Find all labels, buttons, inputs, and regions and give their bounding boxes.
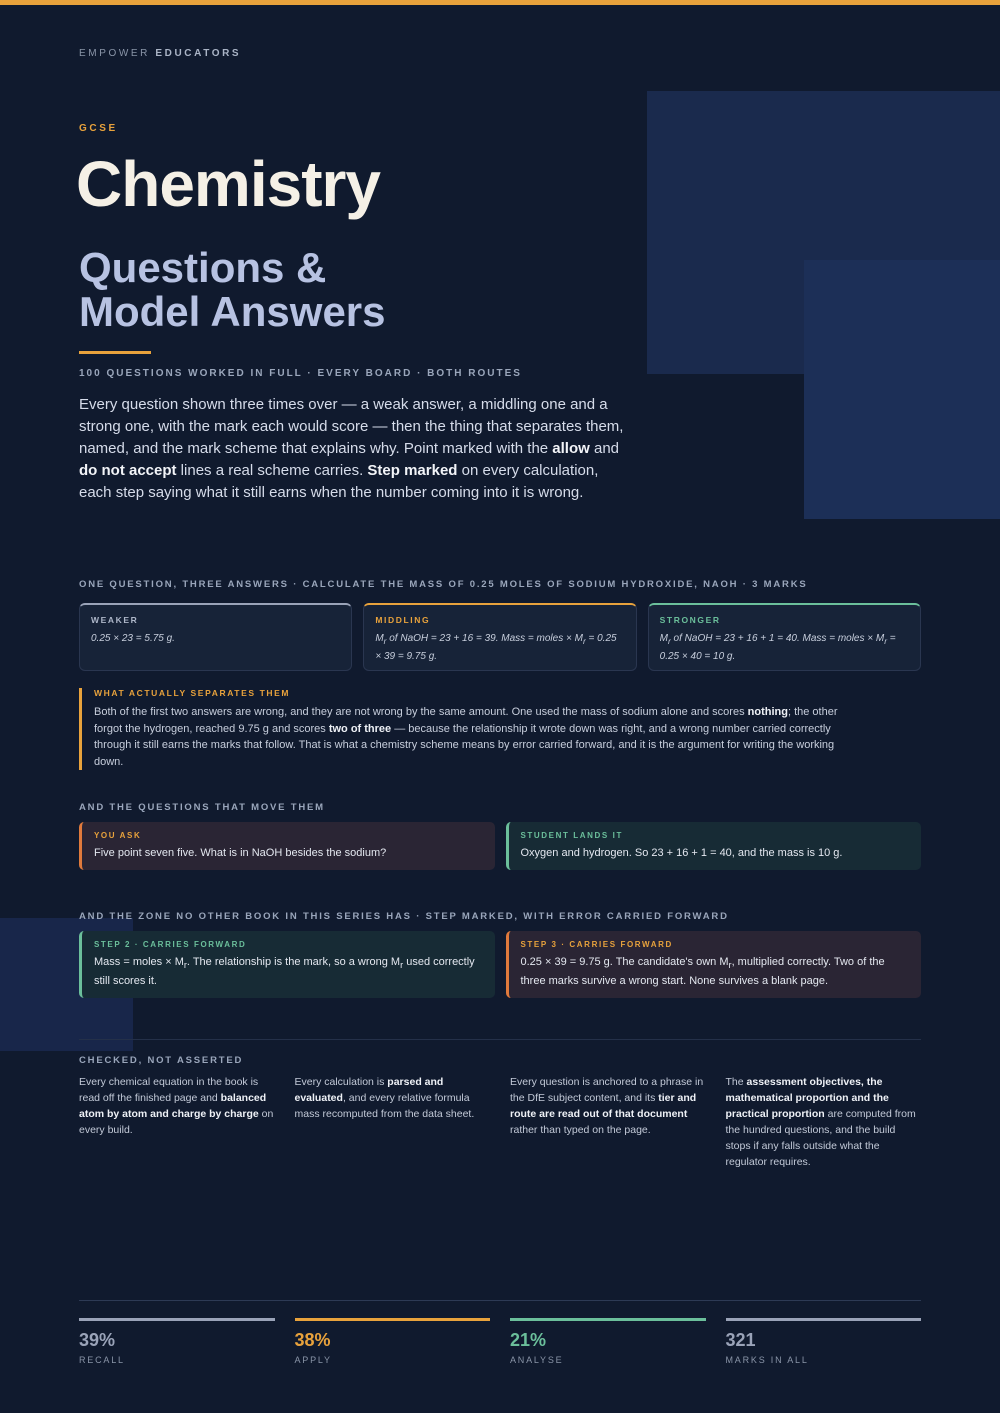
answer-middling-label: MIDDLING [375,615,431,625]
answer-weaker [79,603,352,671]
stats-divider [79,1300,921,1301]
subtitle-line-2: Model Answers [79,288,386,335]
student-text: Oxygen and hydrogen. So 23 + 16 + 1 = 40, and the mass is 10 g. [520,847,843,859]
checked-label: CHECKED, NOT ASSERTED [79,1055,244,1066]
section-divider [79,1039,921,1040]
you-ask-card [79,822,495,870]
stat-value: 39% [79,1330,116,1350]
questions-row [79,822,921,870]
step2-text: Mass = moles × $M_r$. The relationship is the mark, so a wrong $M_r$ used correctly still scores it. [94,956,475,988]
brand-wordmark [79,48,241,59]
checked-columns [79,1074,921,1170]
step2-card [79,931,495,998]
zone-row [79,931,921,998]
you-ask-text: Five point seven five. What is in NaOH besides the sodium? [94,847,387,859]
checked-col-anchoring: Every question is anchored to a phrase in the DfE subject content, and its tier and route are read out of that document rather than typed on the page. [510,1076,704,1136]
stat-marks [726,1318,922,1365]
brand-prefix: EMPOWER [79,48,150,59]
subtitle-line-1: Questions & [79,244,327,291]
step3-card [506,931,922,998]
stat-value: 21% [510,1330,547,1350]
questions-label: AND THE QUESTIONS THAT MOVE THEM [79,802,325,813]
top-accent-bar [0,0,1000,5]
step3-label: STEP 3 · CARRIES FORWARD [520,940,673,949]
three-answers-label: ONE QUESTION, THREE ANSWERS · CALCULATE THE MASS OF 0.25 MOLES OF SODIUM HYDROXIDE, NAOH · 3 MARKS [79,579,808,590]
book-subtitle [79,246,579,334]
separates-label: WHAT ACTUALLY SEPARATES THEM [94,688,291,698]
you-ask-label: YOU ASK [94,831,142,840]
step2-label: STEP 2 · CARRIES FORWARD [94,940,247,949]
checked-col-objectives: The assessment objectives, the mathematical proportion and the practical proportion are computed from the hundred questions, and the build stops if any falls outside what the regulator requires. [725,1076,916,1168]
title-rule [79,351,151,354]
stat-value: 321 [725,1330,756,1350]
answer-stronger-text: $M_r$ of NaOH = 23 + 16 + 1 = 40. Mass = moles × $M_r = 0.25 \times 40 = 10$ g. [659,633,896,662]
step3-text: 0.25 × 39 = 9.75 g. The candidate's own $M_r$, multiplied correctly. Two of the three marks survive a wrong start. None survives a blank page. [520,956,885,988]
answer-stronger-label: STRONGER [659,615,721,625]
stats-row [79,1318,921,1365]
intro-paragraph: Every question shown three times over — a weak answer, a middling one and a strong one, with the mark each would score — then the thing that separates them, named, and the mark scheme that explains why. Point marked with the allow and do not accept lines a real scheme carries. Step marked on every calculation, each step saying what it still earns when the number coming into it is wrong. [79,396,624,501]
checked-col-calculations: Every calculation is parsed and evaluated, and every relative formula mass recomputed from the data sheet. [294,1076,475,1120]
kicker-line: 100 QUESTIONS WORKED IN FULL · EVERY BOARD · BOTH ROUTES [79,368,522,379]
zone-label: AND THE ZONE NO OTHER BOOK IN THIS SERIES HAS · STEP MARKED, WITH ERROR CARRIED FORWARD [79,911,729,922]
stat-value: 38% [294,1330,331,1350]
separates-text: Both of the first two answers are wrong, and they are not wrong by the same amount. One used the mass of sodium alone and scores nothing; the other forgot the hydrogen, reached 9.75 g and scores two of three — because the relationship it wrote down was right, and a wrong number carried correctly through it still earns the marks that follow. That is what a chemistry scheme means by error carried forward, and it is the argument for writing the working down. [94,706,838,768]
answer-middling [363,603,636,671]
checked-col-equations: Every chemical equation in the book is read off the finished page and balanced atom by atom and charge by charge on every build. [79,1076,274,1136]
answer-weaker-text: 0.25 × 23 = 5.75 g. [91,633,175,644]
stat-caption: MARKS IN ALL [725,1355,809,1365]
stat-caption: RECALL [79,1355,125,1365]
stat-apply [295,1318,491,1365]
stat-analyse [510,1318,706,1365]
stat-caption: ANALYSE [510,1355,564,1365]
separates-callout [79,688,859,770]
brand-name: EDUCATORS [155,48,242,59]
student-card [506,822,922,870]
answer-middling-text: $M_r$ of NaOH = 23 + 16 = 39. Mass = moles × $M_r = 0.25 \times 39 = 9.75$ g. [375,633,617,662]
book-title: Chemistry [76,148,380,220]
answer-weaker-label: WEAKER [91,615,139,625]
answers-row [79,603,921,671]
student-label: STUDENT LANDS IT [520,831,623,840]
level-tag: GCSE [79,123,118,134]
stat-caption: APPLY [294,1355,332,1365]
stat-recall [79,1318,275,1365]
answer-stronger [648,603,921,671]
decor-block-lower [804,260,1000,519]
